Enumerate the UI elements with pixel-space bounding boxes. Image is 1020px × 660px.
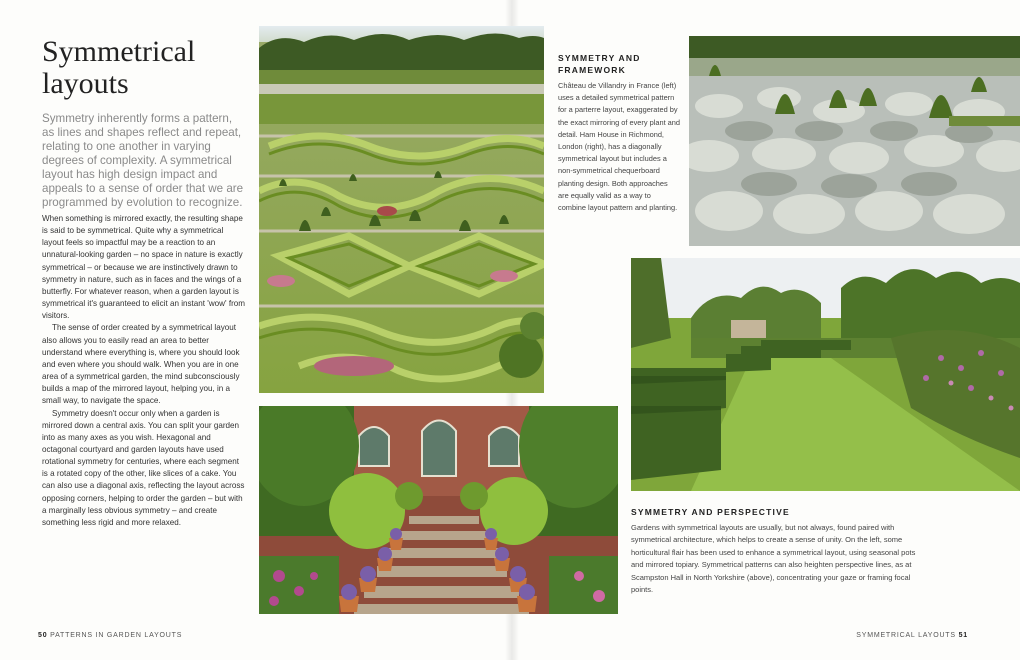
intro-paragraph: Symmetry inherently forms a pattern, as lines and shapes reflect and repeat, relating to one another in varying degrees of complexity. A symmetrical layout has high design impact and appeals to a sense of order that we are programmed by evolution to recognize.	[42, 112, 244, 209]
caption-heading: SYMMETRY AND PERSPECTIVE	[631, 507, 790, 517]
folio-left	[38, 632, 182, 639]
caption-symmetry-framework	[558, 52, 680, 214]
photo-villandry-parterre	[259, 26, 544, 393]
courtyard-illustration	[259, 406, 618, 614]
parterre-illustration	[259, 26, 544, 393]
lawn-illustration	[631, 258, 1020, 491]
caption-heading: SYMMETRY AND FRAMEWORK	[558, 53, 641, 75]
caption-text: Château de Villandry in France (left) uses a detailed symmetrical pattern for a parterre layout, exaggerated by the exact mirroring of every plant and detail. Ham House in Richmond, London (right), has a diagonally symmetrical layout but includes a non-symmetrical chequerboard planting design. Both approaches are equally valid as a way to combine layout pattern and planting.	[558, 81, 681, 213]
caption-text: Gardens with symmetrical layouts are usually, but not always, found paired with symmetrical architecture, which helps to create a sense of unity. On the left, some horticultural flair has been used to enhance a symmetrical layout, using seasonal pots and mirrored topiary. Symmetrical patterns can also heighten perspective lines, as at Scampston Hall in North Yorkshire (above), concentrating your gaze or framing focal points.	[631, 523, 916, 595]
photo-courtyard-steps	[259, 406, 618, 614]
running-head: PATTERNS IN GARDEN LAYOUTS	[50, 632, 183, 639]
body-text	[42, 213, 246, 529]
photo-lawn-hedges	[631, 258, 1020, 491]
page-title: Symmetrical layouts	[42, 35, 196, 100]
page-number: 51	[958, 632, 968, 639]
folio-right	[856, 632, 968, 639]
photo-lavender-topiary	[689, 36, 1020, 246]
body-paragraph: When something is mirrored exactly, the resulting shape is said to be symmetrical. Quite why a symmetrical layout feels so impactful may be a reaction to an unnatural-looking garden – no space in nature is exactly symmetrical – or because we are instinctively drawn to symmetry in nature, such as in faces and the wings of a butterfly. For whatever reason, when a garden layout is symmetrical it's guaranteed to elicit an instant 'wow' from visitors.	[42, 214, 246, 321]
body-paragraph: The sense of order created by a symmetrical layout also allows you to easily read an area to better understand where everything is, where you should look and even where you should walk. When you are in one area of a symmetrical garden, the mind subconsciously builds a map of the mirrored layout, helping you, in a small way, to navigate the space.	[42, 323, 240, 406]
caption-symmetry-perspective	[631, 506, 921, 596]
lavender-illustration	[689, 36, 1020, 246]
page-number: 50	[38, 632, 48, 639]
body-paragraph: Symmetry doesn't occur only when a garden is mirrored down a central axis. You can split your garden into as many axes as you wish. Hexagonal and octagonal courtyard and garden layouts have used rotational symmetry for centuries, where each segment is a rotated copy of the other, like slices of a cake. You can also use a diagonal axis, reflecting the layout across opposing corners, helping to order the garden – but with a marginally less obvious symmetry – and create something less rigid and more relaxed.	[42, 408, 245, 527]
running-head: SYMMETRICAL LAYOUTS	[856, 632, 956, 639]
